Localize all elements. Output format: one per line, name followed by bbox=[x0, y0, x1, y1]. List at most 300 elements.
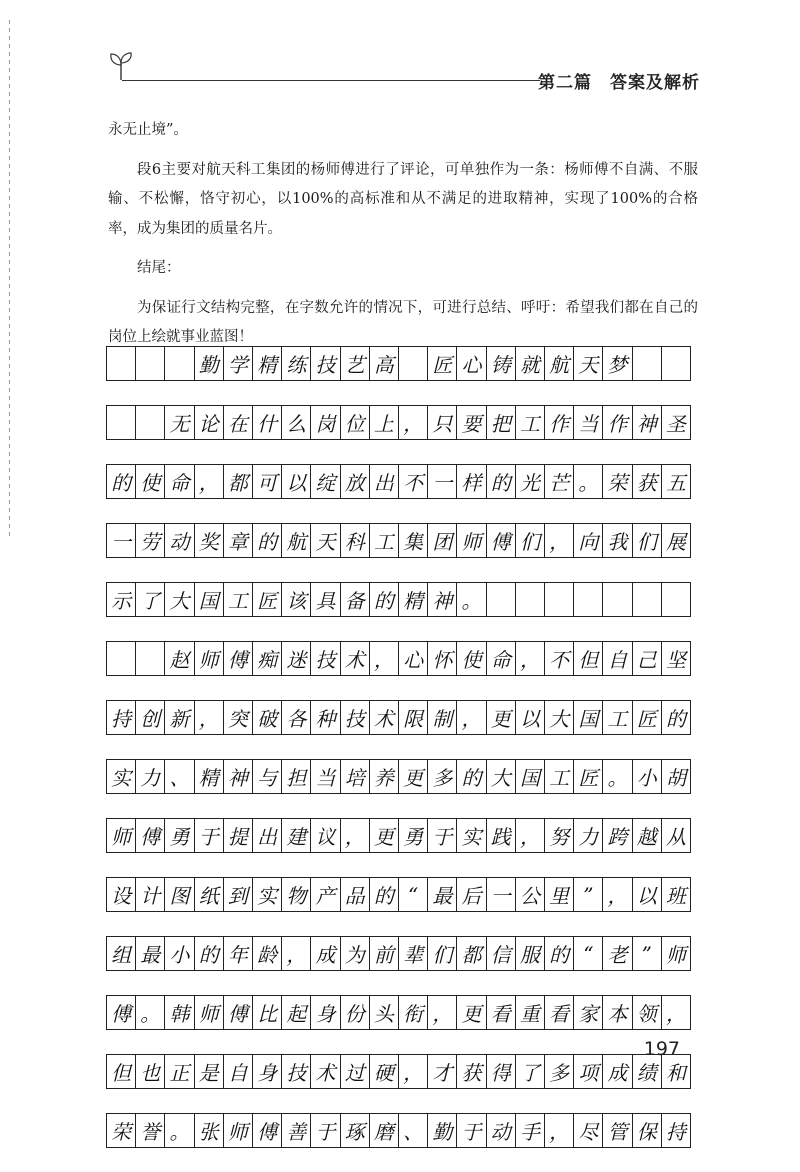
page-header bbox=[108, 48, 700, 93]
grid-cell bbox=[662, 583, 690, 616]
grid-cell: 么 bbox=[282, 406, 311, 439]
grid-cell bbox=[107, 347, 136, 380]
grid-cell: 。 bbox=[457, 583, 486, 616]
grid-cell: 航 bbox=[282, 524, 311, 557]
grid-cell: 自 bbox=[224, 1055, 253, 1088]
grid-cell bbox=[107, 406, 136, 439]
grid-cell: 术 bbox=[311, 1055, 340, 1088]
grid-cell: 迷 bbox=[282, 642, 311, 675]
grid-cell: 越 bbox=[633, 819, 662, 852]
grid-cell: 小 bbox=[165, 937, 194, 970]
grid-cell: 动 bbox=[165, 524, 194, 557]
paragraph-continuation: 永无止境”。 bbox=[108, 122, 188, 138]
grid-cell: 可 bbox=[253, 465, 282, 498]
grid-row bbox=[106, 759, 691, 794]
grid-cell: 高 bbox=[370, 347, 399, 380]
grid-cell: 岗 bbox=[311, 406, 340, 439]
grid-cell: 傅 bbox=[487, 524, 516, 557]
grid-cell: 术 bbox=[370, 701, 399, 734]
grid-cell: 位 bbox=[341, 406, 370, 439]
grid-cell: 了 bbox=[136, 583, 165, 616]
grid-cell: 放 bbox=[341, 465, 370, 498]
grid-cell bbox=[545, 583, 574, 616]
grid-cell: 痴 bbox=[253, 642, 282, 675]
grid-cell: 获 bbox=[457, 1055, 486, 1088]
grid-cell: 。 bbox=[136, 996, 165, 1029]
grid-cell: “ bbox=[574, 937, 603, 970]
grid-cell: 作 bbox=[603, 406, 632, 439]
grid-cell: 衔 bbox=[399, 996, 428, 1029]
grid-cell: 该 bbox=[282, 583, 311, 616]
grid-cell: 起 bbox=[282, 996, 311, 1029]
grid-cell: 了 bbox=[516, 1055, 545, 1088]
grid-cell: 国 bbox=[574, 701, 603, 734]
grid-cell: 更 bbox=[457, 996, 486, 1029]
grid-cell: 要 bbox=[457, 406, 486, 439]
grid-cell: 出 bbox=[370, 465, 399, 498]
grid-cell: 在 bbox=[224, 406, 253, 439]
grid-cell: 新 bbox=[165, 701, 194, 734]
grid-cell: 坚 bbox=[665, 648, 686, 672]
grid-cell: 图 bbox=[165, 878, 194, 911]
grid-row bbox=[106, 1113, 691, 1148]
grid-cell: 建 bbox=[282, 819, 311, 852]
grid-cell: 养 bbox=[370, 760, 399, 793]
grid-cell: 工 bbox=[603, 701, 632, 734]
grid-cell: 才 bbox=[428, 1055, 457, 1088]
grid-cell: 技 bbox=[311, 642, 340, 675]
grid-cell: 以 bbox=[282, 465, 311, 498]
grid-cell: 硬 bbox=[370, 1055, 399, 1088]
grid-cell: ， bbox=[399, 406, 428, 439]
grid-cell: 努 bbox=[545, 819, 574, 852]
grid-cell: 术 bbox=[341, 642, 370, 675]
grid-cell: 的 bbox=[107, 465, 136, 498]
grid-cell: 老 bbox=[603, 937, 632, 970]
grid-cell: 都 bbox=[457, 937, 486, 970]
grid-cell: 突 bbox=[224, 701, 253, 734]
essay-grid bbox=[106, 346, 691, 1172]
grid-cell: 匠 bbox=[574, 760, 603, 793]
grid-cell: 产 bbox=[311, 878, 340, 911]
grid-cell: 天 bbox=[574, 347, 603, 380]
grid-cell: 们 bbox=[516, 524, 545, 557]
grid-cell: 不 bbox=[545, 642, 574, 675]
header-rule bbox=[122, 80, 540, 81]
grid-cell: 实 bbox=[107, 760, 136, 793]
grid-cell: 科 bbox=[341, 524, 370, 557]
grid-cell: 师 bbox=[457, 524, 486, 557]
grid-row bbox=[106, 936, 691, 971]
grid-cell: 师 bbox=[665, 943, 686, 967]
grid-cell: 培 bbox=[341, 760, 370, 793]
grid-cell: 荣 bbox=[107, 1114, 136, 1147]
grid-cell: 就 bbox=[516, 347, 545, 380]
grid-cell: ， bbox=[665, 1002, 686, 1026]
grid-cell: 论 bbox=[195, 406, 224, 439]
grid-cell: 工 bbox=[370, 524, 399, 557]
grid-cell bbox=[136, 406, 165, 439]
grid-cell: 一 bbox=[428, 465, 457, 498]
grid-cell: 集 bbox=[399, 524, 428, 557]
grid-cell: 头 bbox=[370, 996, 399, 1029]
grid-cell bbox=[662, 347, 690, 380]
grid-cell: 于 bbox=[428, 819, 457, 852]
grid-cell: 铸 bbox=[487, 347, 516, 380]
section-title: 第二篇 答案及解析 bbox=[538, 73, 700, 93]
grid-row bbox=[106, 641, 691, 676]
grid-cell: 绽 bbox=[311, 465, 340, 498]
grid-cell: ， bbox=[195, 465, 224, 498]
grid-cell: 张 bbox=[195, 1114, 224, 1147]
grid-cell: 以 bbox=[516, 701, 545, 734]
grid-row bbox=[106, 523, 691, 558]
grid-cell: 的 bbox=[665, 707, 686, 731]
grid-cell: 当 bbox=[311, 760, 340, 793]
grid-cell: 展 bbox=[665, 530, 686, 554]
grid-row bbox=[106, 405, 691, 440]
grid-cell: 匠 bbox=[633, 701, 662, 734]
grid-cell: ， bbox=[545, 524, 574, 557]
grid-cell: 命 bbox=[165, 465, 194, 498]
grid-cell: 辈 bbox=[399, 937, 428, 970]
grid-row bbox=[106, 582, 691, 617]
grid-cell: 都 bbox=[224, 465, 253, 498]
grid-cell: 成 bbox=[311, 937, 340, 970]
grid-cell: ， bbox=[370, 642, 399, 675]
grid-cell: 当 bbox=[574, 406, 603, 439]
grid-cell: 示 bbox=[107, 583, 136, 616]
grid-cell: 种 bbox=[311, 701, 340, 734]
grid-cell: ， bbox=[341, 819, 370, 852]
grid-cell: 制 bbox=[428, 701, 457, 734]
body-text bbox=[108, 116, 698, 363]
grid-cell: 于 bbox=[195, 819, 224, 852]
grid-cell: 一 bbox=[107, 524, 136, 557]
grid-cell: 工 bbox=[545, 760, 574, 793]
grid-cell: 的 bbox=[370, 878, 399, 911]
grid-cell: 无 bbox=[165, 406, 194, 439]
grid-row bbox=[106, 818, 691, 853]
grid-cell: 绩 bbox=[633, 1055, 662, 1088]
grid-cell: 心 bbox=[457, 347, 486, 380]
grid-cell: 们 bbox=[633, 524, 662, 557]
grid-cell: 、 bbox=[399, 1114, 428, 1147]
grid-cell: 大 bbox=[487, 760, 516, 793]
grid-cell: 本 bbox=[603, 996, 632, 1029]
grid-cell: 保 bbox=[633, 1114, 662, 1147]
grid-cell: 誉 bbox=[136, 1114, 165, 1147]
page-number: 197 bbox=[643, 1038, 680, 1060]
grid-cell: 作 bbox=[545, 406, 574, 439]
grid-cell: 领 bbox=[633, 996, 662, 1029]
grid-cell: ， bbox=[399, 1055, 428, 1088]
grid-cell: 与 bbox=[253, 760, 282, 793]
grid-row bbox=[106, 700, 691, 735]
grid-cell: 使 bbox=[457, 642, 486, 675]
grid-cell bbox=[487, 583, 516, 616]
grid-cell: 国 bbox=[195, 583, 224, 616]
grid-cell: 荣 bbox=[603, 465, 632, 498]
grid-cell: 比 bbox=[253, 996, 282, 1029]
grid-cell: 看 bbox=[545, 996, 574, 1029]
grid-cell: 过 bbox=[341, 1055, 370, 1088]
grid-cell: 磨 bbox=[370, 1114, 399, 1147]
grid-cell: 的 bbox=[457, 760, 486, 793]
grid-cell: 班 bbox=[665, 884, 686, 908]
grid-cell: 航 bbox=[545, 347, 574, 380]
grid-cell: 实 bbox=[253, 878, 282, 911]
grid-cell: 手 bbox=[516, 1114, 545, 1147]
paragraph-ending: 为保证行文结构完整，在字数允许的情况下，可进行总结、呼吁：希望我们都在自己的岗位上绘就事业蓝图！ bbox=[108, 299, 698, 345]
grid-cell: 更 bbox=[487, 701, 516, 734]
grid-cell: 自 bbox=[603, 642, 632, 675]
grid-cell: 以 bbox=[633, 878, 662, 911]
grid-cell: 实 bbox=[457, 819, 486, 852]
grid-cell: 纸 bbox=[195, 878, 224, 911]
grid-cell: 但 bbox=[107, 1055, 136, 1088]
grid-cell: 。 bbox=[165, 1114, 194, 1147]
grid-cell: 里 bbox=[545, 878, 574, 911]
grid-cell: 家 bbox=[574, 996, 603, 1029]
grid-cell: 精 bbox=[253, 347, 282, 380]
grid-cell: 团 bbox=[428, 524, 457, 557]
grid-cell: 尽 bbox=[574, 1114, 603, 1147]
grid-cell: 善 bbox=[282, 1114, 311, 1147]
grid-cell: 小 bbox=[633, 760, 662, 793]
grid-cell: 到 bbox=[224, 878, 253, 911]
grid-cell: ， bbox=[282, 937, 311, 970]
grid-cell: 五 bbox=[665, 471, 686, 495]
grid-cell: 艺 bbox=[341, 347, 370, 380]
grid-cell: 不 bbox=[399, 465, 428, 498]
grid-cell: 命 bbox=[487, 642, 516, 675]
grid-cell: 破 bbox=[253, 701, 282, 734]
grid-cell: 芒 bbox=[545, 465, 574, 498]
grid-cell: ， bbox=[195, 701, 224, 734]
grid-cell: ” bbox=[633, 937, 662, 970]
grid-cell: 怀 bbox=[428, 642, 457, 675]
grid-cell: ， bbox=[516, 819, 545, 852]
grid-cell: 技 bbox=[341, 701, 370, 734]
grid-cell: 最 bbox=[136, 937, 165, 970]
grid-cell: 匠 bbox=[253, 583, 282, 616]
grid-cell: 限 bbox=[399, 701, 428, 734]
grid-cell: 梦 bbox=[603, 347, 632, 380]
paragraph-section6: 段6主要对航天科工集团的杨师傅进行了评论，可单独作为一条：杨师傅不自满、不服输、不松懈，恪守初心，以100%的高标准和从不满足的进取精神，实现了100%的合格率，成为集团的质量名片。 bbox=[108, 161, 698, 237]
grid-cell: 于 bbox=[311, 1114, 340, 1147]
grid-cell: 什 bbox=[253, 406, 282, 439]
grid-cell: 向 bbox=[574, 524, 603, 557]
grid-cell: 的 bbox=[487, 465, 516, 498]
grid-cell: 也 bbox=[136, 1055, 165, 1088]
grid-cell: 神 bbox=[633, 406, 662, 439]
grid-cell: 傅 bbox=[224, 642, 253, 675]
grid-cell: 正 bbox=[165, 1055, 194, 1088]
sprout-icon bbox=[108, 48, 134, 82]
grid-cell: ” bbox=[574, 878, 603, 911]
grid-cell: 神 bbox=[224, 760, 253, 793]
grid-cell bbox=[574, 583, 603, 616]
grid-cell: 工 bbox=[516, 406, 545, 439]
grid-cell: 傅 bbox=[136, 819, 165, 852]
grid-cell: 国 bbox=[516, 760, 545, 793]
grid-cell: 各 bbox=[282, 701, 311, 734]
grid-cell: 神 bbox=[428, 583, 457, 616]
grid-cell: 出 bbox=[253, 819, 282, 852]
grid-cell: 们 bbox=[428, 937, 457, 970]
grid-cell: 使 bbox=[136, 465, 165, 498]
grid-cell: 赵 bbox=[165, 642, 194, 675]
grid-cell: 师 bbox=[195, 996, 224, 1029]
grid-cell: 只 bbox=[428, 406, 457, 439]
grid-cell: 身 bbox=[311, 996, 340, 1029]
grid-cell: 勤 bbox=[195, 347, 224, 380]
grid-cell: 得 bbox=[487, 1055, 516, 1088]
grid-cell: 章 bbox=[224, 524, 253, 557]
grid-cell: 身 bbox=[253, 1055, 282, 1088]
grid-cell: 心 bbox=[399, 642, 428, 675]
grid-cell: 琢 bbox=[341, 1114, 370, 1147]
grid-cell: 管 bbox=[603, 1114, 632, 1147]
grid-cell bbox=[136, 347, 165, 380]
grid-cell: 胡 bbox=[665, 766, 686, 790]
grid-cell: 傅 bbox=[253, 1114, 282, 1147]
grid-cell: 学 bbox=[224, 347, 253, 380]
grid-cell: 动 bbox=[487, 1114, 516, 1147]
grid-cell: 技 bbox=[282, 1055, 311, 1088]
grid-cell: 傅 bbox=[107, 996, 136, 1029]
grid-cell: 但 bbox=[574, 642, 603, 675]
grid-cell: 多 bbox=[428, 760, 457, 793]
grid-cell bbox=[633, 583, 662, 616]
grid-cell: 精 bbox=[195, 760, 224, 793]
grid-cell: 计 bbox=[136, 878, 165, 911]
grid-cell: 于 bbox=[457, 1114, 486, 1147]
grid-cell: 践 bbox=[487, 819, 516, 852]
grid-cell: 重 bbox=[516, 996, 545, 1029]
grid-cell: 担 bbox=[282, 760, 311, 793]
grid-cell: 我 bbox=[603, 524, 632, 557]
grid-cell: 提 bbox=[224, 819, 253, 852]
grid-cell: 工 bbox=[224, 583, 253, 616]
grid-cell: 项 bbox=[574, 1055, 603, 1088]
grid-cell: 师 bbox=[195, 642, 224, 675]
grid-cell: 师 bbox=[107, 819, 136, 852]
grid-cell bbox=[633, 347, 662, 380]
grid-cell: 、 bbox=[165, 760, 194, 793]
grid-cell: 师 bbox=[224, 1114, 253, 1147]
grid-cell: 一 bbox=[487, 878, 516, 911]
grid-cell: 奖 bbox=[195, 524, 224, 557]
grid-cell: 力 bbox=[574, 819, 603, 852]
grid-cell: 多 bbox=[545, 1055, 574, 1088]
grid-cell: 创 bbox=[136, 701, 165, 734]
grid-cell: 样 bbox=[457, 465, 486, 498]
grid-cell: ， bbox=[603, 878, 632, 911]
grid-cell: 成 bbox=[603, 1055, 632, 1088]
grid-cell: 力 bbox=[136, 760, 165, 793]
grid-cell: 物 bbox=[282, 878, 311, 911]
grid-cell: 品 bbox=[341, 878, 370, 911]
grid-cell bbox=[136, 642, 165, 675]
grid-cell: 光 bbox=[516, 465, 545, 498]
grid-cell: “ bbox=[399, 878, 428, 911]
grid-cell bbox=[399, 347, 428, 380]
grid-cell: 匠 bbox=[428, 347, 457, 380]
grid-cell: 组 bbox=[107, 937, 136, 970]
grid-cell: 龄 bbox=[253, 937, 282, 970]
grid-cell: 备 bbox=[341, 583, 370, 616]
grid-cell: 勇 bbox=[165, 819, 194, 852]
paragraph-ending-heading: 结尾： bbox=[137, 260, 181, 276]
grid-row bbox=[106, 1054, 691, 1089]
grid-cell: ， bbox=[545, 1114, 574, 1147]
grid-cell: 持 bbox=[665, 1120, 686, 1144]
grid-cell bbox=[107, 642, 136, 675]
grid-cell bbox=[603, 583, 632, 616]
grid-cell: ， bbox=[457, 701, 486, 734]
grid-cell: 年 bbox=[224, 937, 253, 970]
grid-cell: 。 bbox=[574, 465, 603, 498]
grid-cell: 更 bbox=[370, 819, 399, 852]
grid-cell: 是 bbox=[195, 1055, 224, 1088]
grid-cell: 议 bbox=[311, 819, 340, 852]
grid-cell: 看 bbox=[487, 996, 516, 1029]
grid-cell: 的 bbox=[370, 583, 399, 616]
grid-cell: 大 bbox=[165, 583, 194, 616]
grid-cell: 更 bbox=[399, 760, 428, 793]
grid-cell: 跨 bbox=[603, 819, 632, 852]
grid-cell: 的 bbox=[545, 937, 574, 970]
grid-cell: 天 bbox=[311, 524, 340, 557]
grid-cell: 精 bbox=[399, 583, 428, 616]
grid-cell: 信 bbox=[487, 937, 516, 970]
grid-cell: 己 bbox=[633, 642, 662, 675]
grid-cell: 上 bbox=[370, 406, 399, 439]
grid-cell: 。 bbox=[603, 760, 632, 793]
grid-cell: ， bbox=[516, 642, 545, 675]
grid-row bbox=[106, 464, 691, 499]
grid-cell: 韩 bbox=[165, 996, 194, 1029]
grid-row bbox=[106, 346, 691, 381]
grid-cell bbox=[165, 347, 194, 380]
grid-row bbox=[106, 995, 691, 1030]
margin-dotted-line bbox=[9, 20, 10, 540]
grid-cell bbox=[516, 583, 545, 616]
grid-cell: 圣 bbox=[665, 412, 686, 436]
grid-cell: 服 bbox=[516, 937, 545, 970]
grid-cell: 大 bbox=[545, 701, 574, 734]
grid-cell: 和 bbox=[665, 1061, 686, 1085]
grid-cell: 为 bbox=[341, 937, 370, 970]
grid-cell: 的 bbox=[195, 937, 224, 970]
grid-cell: 公 bbox=[516, 878, 545, 911]
grid-cell: 具 bbox=[311, 583, 340, 616]
grid-cell: 劳 bbox=[136, 524, 165, 557]
grid-cell: 持 bbox=[107, 701, 136, 734]
grid-cell: 勤 bbox=[428, 1114, 457, 1147]
grid-cell: 傅 bbox=[224, 996, 253, 1029]
grid-cell: 后 bbox=[457, 878, 486, 911]
grid-cell: 份 bbox=[341, 996, 370, 1029]
grid-cell: 的 bbox=[253, 524, 282, 557]
grid-cell: 练 bbox=[282, 347, 311, 380]
grid-cell: 把 bbox=[487, 406, 516, 439]
grid-cell: 从 bbox=[665, 825, 686, 849]
grid-row bbox=[106, 877, 691, 912]
grid-cell: 勇 bbox=[399, 819, 428, 852]
